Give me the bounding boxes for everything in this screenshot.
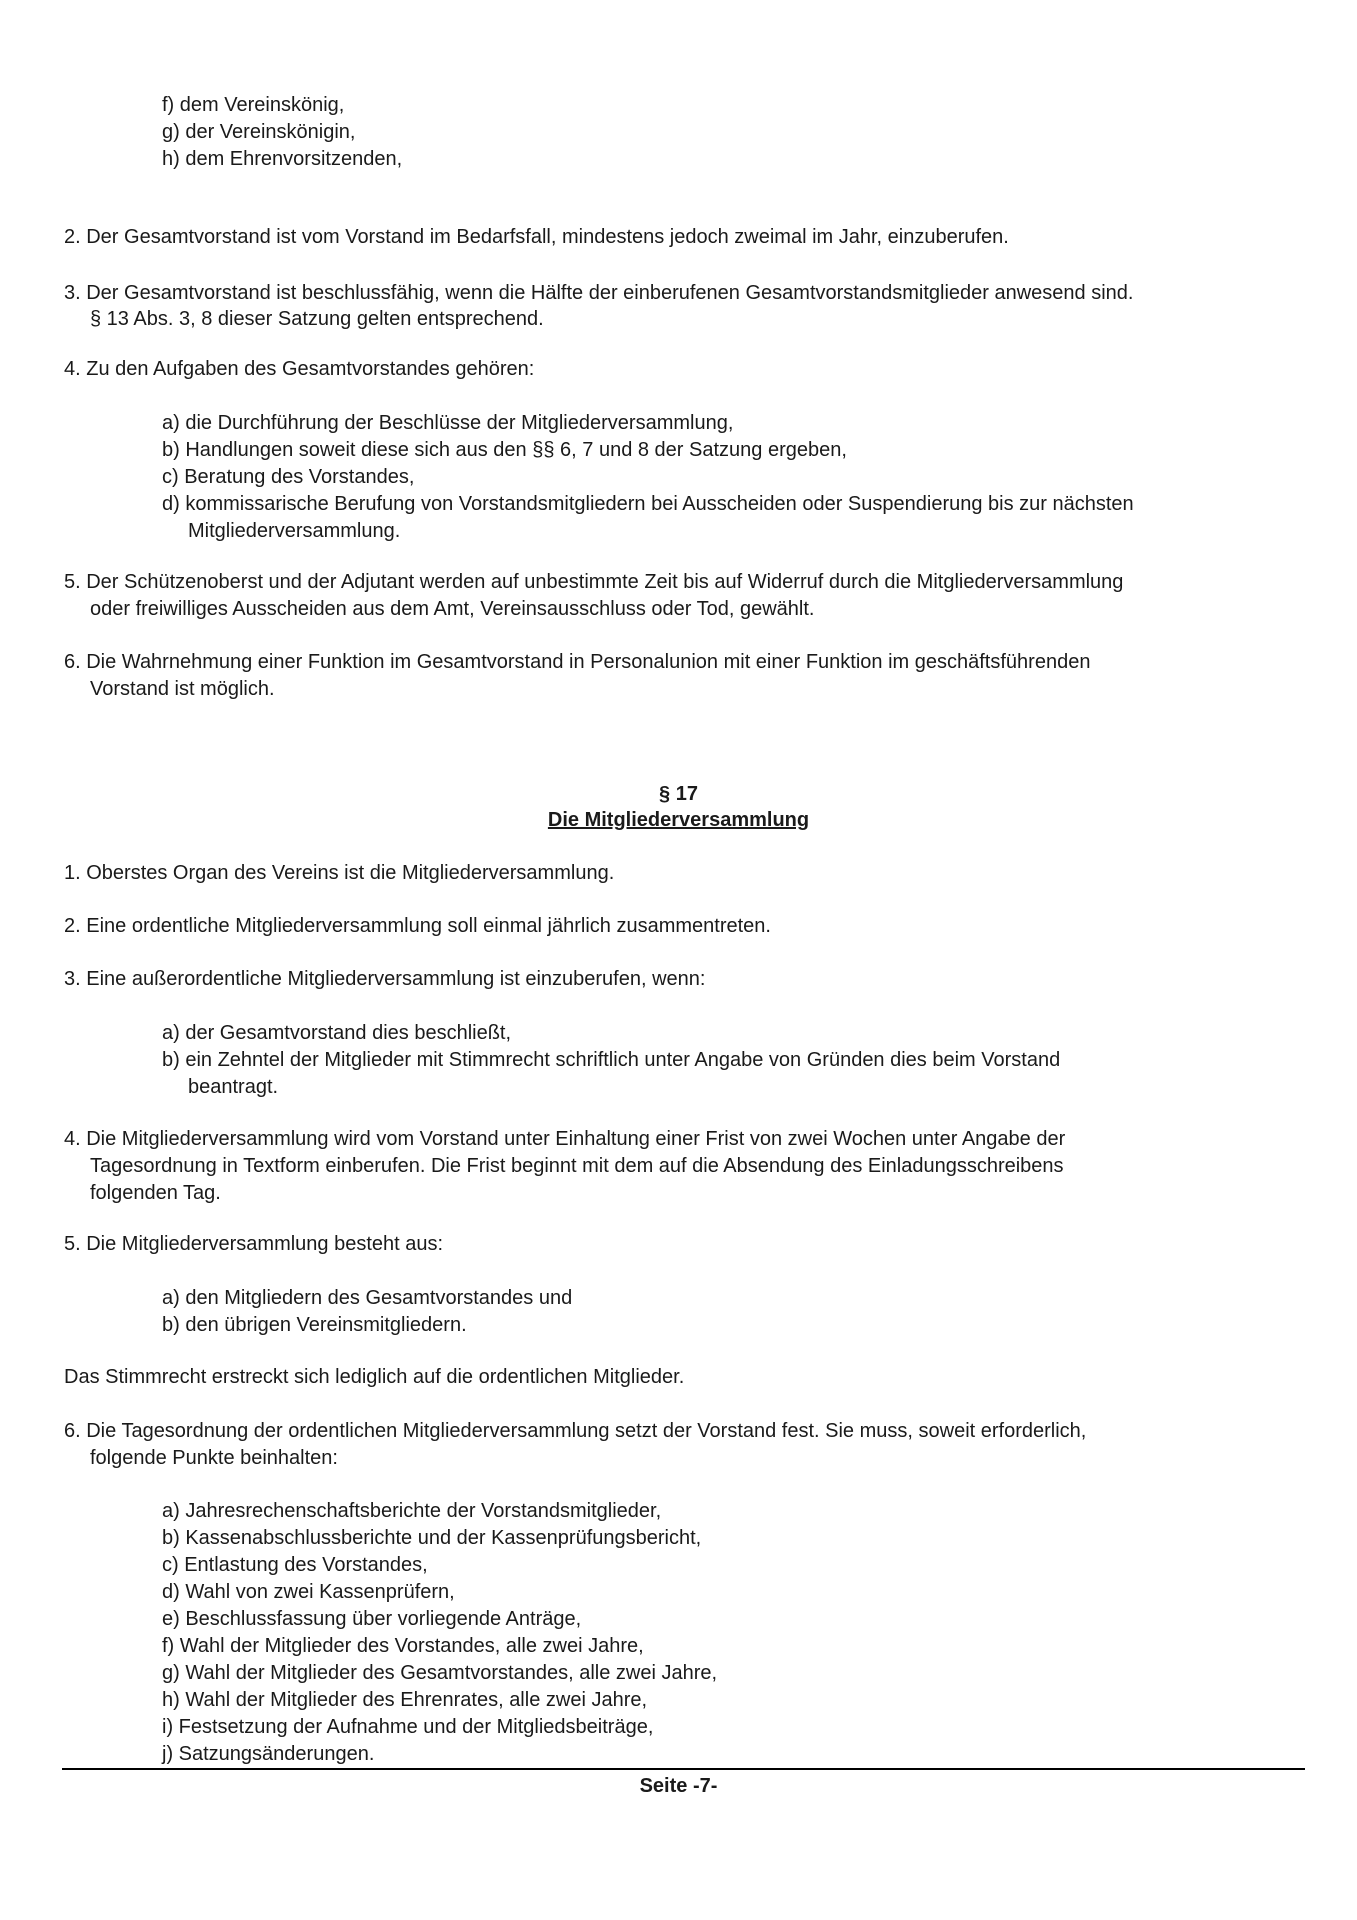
list-item: b) Kassenabschlussberichte und der Kassenprüfungsbericht,	[162, 1527, 702, 1549]
paragraph-item-2: 2. Der Gesamtvorstand ist vom Vorstand im Bedarfsfall, mindestens jedoch zweimal im Jahr, einzuberufen.	[64, 226, 1009, 248]
paragraph-item-3-cont: § 13 Abs. 3, 8 dieser Satzung gelten entsprechend.	[90, 308, 544, 330]
paragraph-item-6-cont: folgende Punkte beinhalten:	[90, 1447, 338, 1469]
stimmrecht-note: Das Stimmrecht erstreckt sich lediglich auf die ordentlichen Mitglieder.	[64, 1366, 685, 1388]
paragraph-item-3: 3. Der Gesamtvorstand ist beschlussfähig, wenn die Hälfte der einberufenen Gesamtvorstandsmitglieder anwesend sind.	[64, 282, 1134, 304]
list-item-cont: Mitgliederversammlung.	[188, 520, 401, 542]
list-item: g) Wahl der Mitglieder des Gesamtvorstandes, alle zwei Jahre,	[162, 1662, 718, 1684]
list-item: a) die Durchführung der Beschlüsse der Mitgliederversammlung,	[162, 412, 734, 434]
paragraph-item-6-cont: Vorstand ist möglich.	[90, 678, 275, 700]
list-item: e) Beschlussfassung über vorliegende Anträge,	[162, 1608, 582, 1630]
section-title: Die Mitgliederversammlung	[547, 809, 810, 831]
list-item: h) dem Ehrenvorsitzenden,	[162, 148, 403, 170]
paragraph-item-4-cont: Tagesordnung in Textform einberufen. Die Frist beginnt mit dem auf die Absendung des Einladungsschreibens	[90, 1155, 1064, 1177]
paragraph-item-5: 5. Der Schützenoberst und der Adjutant werden auf unbestimmte Zeit bis auf Widerruf durch die Mitgliederversammlung	[64, 571, 1124, 593]
section-number: § 17	[659, 783, 698, 805]
paragraph-item-4: 4. Zu den Aufgaben des Gesamtvorstandes gehören:	[64, 358, 535, 380]
list-item: b) ein Zehntel der Mitglieder mit Stimmrecht schriftlich unter Angabe von Gründen dies beim Vorstand	[162, 1049, 1061, 1071]
paragraph-item-3: 3. Eine außerordentliche Mitgliederversammlung ist einzuberufen, wenn:	[64, 968, 706, 990]
list-item-cont: beantragt.	[188, 1076, 279, 1098]
list-item: a) den Mitgliedern des Gesamtvorstandes und	[162, 1287, 573, 1309]
paragraph-item-6: 6. Die Wahrnehmung einer Funktion im Gesamtvorstand in Personalunion mit einer Funktion im geschäftsführenden	[64, 651, 1091, 673]
paragraph-item-5-cont: oder freiwilliges Ausscheiden aus dem Amt, Vereinsausschluss oder Tod, gewählt.	[90, 598, 815, 620]
list-item: d) kommissarische Berufung von Vorstandsmitgliedern bei Ausscheiden oder Suspendierung bis zur nächsten	[162, 493, 1134, 515]
list-item: i) Festsetzung der Aufnahme und der Mitgliedsbeiträge,	[162, 1716, 654, 1738]
footer-divider	[62, 1768, 1305, 1770]
paragraph-item-4-cont: folgenden Tag.	[90, 1182, 221, 1204]
list-item: h) Wahl der Mitglieder des Ehrenrates, alle zwei Jahre,	[162, 1689, 648, 1711]
section-title-wrap	[0, 807, 1357, 834]
list-item: c) Entlastung des Vorstandes,	[162, 1554, 428, 1576]
list-item: f) Wahl der Mitglieder des Vorstandes, alle zwei Jahre,	[162, 1635, 644, 1657]
page-number: Seite -7-	[639, 1775, 718, 1797]
paragraph-item-1: 1. Oberstes Organ des Vereins ist die Mitgliederversammlung.	[64, 862, 615, 884]
list-item: b) Handlungen soweit diese sich aus den §§ 6, 7 und 8 der Satzung ergeben,	[162, 439, 847, 461]
list-item: a) der Gesamtvorstand dies beschließt,	[162, 1022, 512, 1044]
list-item: c) Beratung des Vorstandes,	[162, 466, 415, 488]
paragraph-item-6: 6. Die Tagesordnung der ordentlichen Mitgliederversammlung setzt der Vorstand fest. Sie muss, soweit erforderlich,	[64, 1420, 1087, 1442]
paragraph-item-4: 4. Die Mitgliederversammlung wird vom Vorstand unter Einhaltung einer Frist von zwei Wochen unter Angabe der	[64, 1128, 1066, 1150]
list-item: f) dem Vereinskönig,	[162, 94, 345, 116]
list-item: g) der Vereinskönigin,	[162, 121, 356, 143]
paragraph-item-2: 2. Eine ordentliche Mitgliederversammlung soll einmal jährlich zusammentreten.	[64, 915, 771, 937]
list-item: j) Satzungsänderungen.	[162, 1743, 375, 1765]
paragraph-item-5: 5. Die Mitgliederversammlung besteht aus:	[64, 1233, 444, 1255]
list-item: d) Wahl von zwei Kassenprüfern,	[162, 1581, 455, 1603]
list-item: a) Jahresrechenschaftsberichte der Vorstandsmitglieder,	[162, 1500, 662, 1522]
list-item: b) den übrigen Vereinsmitgliedern.	[162, 1314, 467, 1336]
